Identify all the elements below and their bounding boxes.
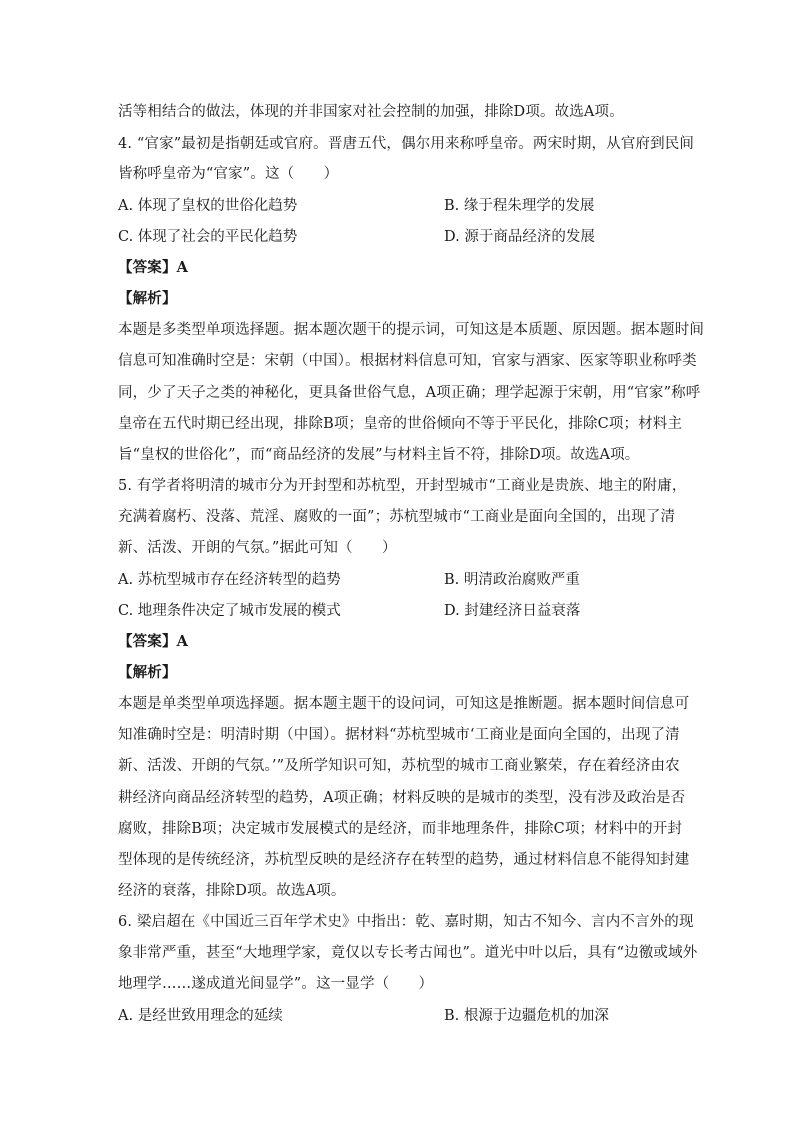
q5-analysis-line: 经济的衰落，排除D项。故选A项。	[118, 883, 346, 899]
q5-analysis-label: 【解析】	[118, 664, 177, 681]
q4-stem-line: 4. “官家”最初是指朝廷或官府。晋唐五代，偶尔用来称呼皇帝。两宋时期，从官府到民间	[118, 136, 695, 152]
q4-analysis-line: 旨“皇权的世俗化”，而“商品经济的发展”与材料主旨不符，排除D项。故选A项。	[118, 447, 640, 463]
intro-line: 活等相结合的做法，体现的并非国家对社会控制的加强，排除D项。故选A项。	[118, 104, 624, 120]
q4-analysis-label: 【解析】	[118, 290, 177, 307]
q5-analysis-line: 耕经济向商品经济转型的趋势，A项正确；材料反映的是城市的类型，没有涉及政治是否	[118, 790, 686, 806]
q6-stem-line: 6. 梁启超在《中国近三百年学术史》中指出：乾、嘉时期，知古不知今、言内不言外的现	[118, 914, 694, 930]
q6-option-b: B. 根源于边疆危机的加深	[444, 1008, 609, 1024]
q4-analysis-line: 信息可知准确时空是：宋朝（中国）。根据材料信息可知，官家与酒家、医家等职业称呼类	[118, 353, 697, 369]
q4-answer: 【答案】A	[118, 259, 188, 276]
q5-option-a: A. 苏杭型城市存在经济转型的趋势	[118, 572, 341, 588]
q6-stem-line: 象非常严重，甚至“大地理学家，竟仅以专长考古闻也”。道光中叶以后，具有“边徼或域外	[118, 945, 698, 961]
q4-option-b: B. 缘于程朱理学的发展	[444, 198, 595, 214]
q5-stem-line: 充满着腐朽、没落、荒淫、腐败的一面”；苏杭型城市“工商业是面向全国的，出现了清	[118, 509, 676, 525]
q5-option-d: D. 封建经济日益衰落	[444, 603, 581, 619]
q5-option-b: B. 明清政治腐败严重	[444, 572, 580, 588]
q6-option-a: A. 是经世致用理念的延续	[118, 1008, 283, 1024]
q5-analysis-line: 本题是单类型单项选择题。据本题主题干的设问词，可知这是推断题。据本题时间信息可	[118, 696, 690, 712]
q4-stem-line: 皆称呼皇帝为“官家”。这（ ）	[118, 166, 339, 182]
q4-option-d: D. 源于商品经济的发展	[444, 229, 595, 245]
q5-stem-line: 5. 有学者将明清的城市分为开封型和苏杭型，开封型城市“工商业是贵族、地主的附庸，	[118, 478, 687, 494]
q4-analysis-line: 本题是多类型单项选择题。据本题次题干的提示词，可知这是本质题、原因题。据本题时间	[118, 322, 704, 338]
q5-answer: 【答案】A	[118, 633, 188, 650]
q4-option-c: C. 体现了社会的平民化趋势	[118, 229, 298, 245]
q5-option-c: C. 地理条件决定了城市发展的模式	[118, 603, 341, 619]
q5-analysis-line: 知准确时空是：明清时期（中国）。据材料“苏杭型城市‘工商业是面向全国的，出现了清	[118, 727, 680, 743]
q4-option-a: A. 体现了皇权的世俗化趋势	[118, 198, 298, 214]
q5-analysis-line: 型体现的是传统经济，苏杭型反映的是经济存在转型的趋势，通过材料信息不能得知封建	[118, 852, 690, 868]
q5-analysis-line: 新、活泼、开朗的气氛。’”及所学知识可知，苏杭型的城市工商业繁荣，存在着经济由农	[118, 758, 680, 774]
q4-analysis-line: 同，少了天子之类的神秘化，更具备世俗气息，A项正确；理学起源于宋朝，用“官家”称呼	[118, 385, 701, 401]
q6-stem-line: 地理学……遂成道光间显学”。这一显学（ ）	[118, 976, 434, 992]
q5-stem-line: 新、活泼、开朗的气氛。”据此可知（ ）	[118, 540, 397, 556]
q5-analysis-line: 腐败，排除B项；决定城市发展模式的是经济，而非地理条件，排除C项；材料中的开封	[118, 821, 683, 837]
q4-analysis-line: 皇帝在五代时期已经出现，排除B项；皇帝的世俗倾向不等于平民化，排除C项；材料主	[118, 416, 683, 432]
